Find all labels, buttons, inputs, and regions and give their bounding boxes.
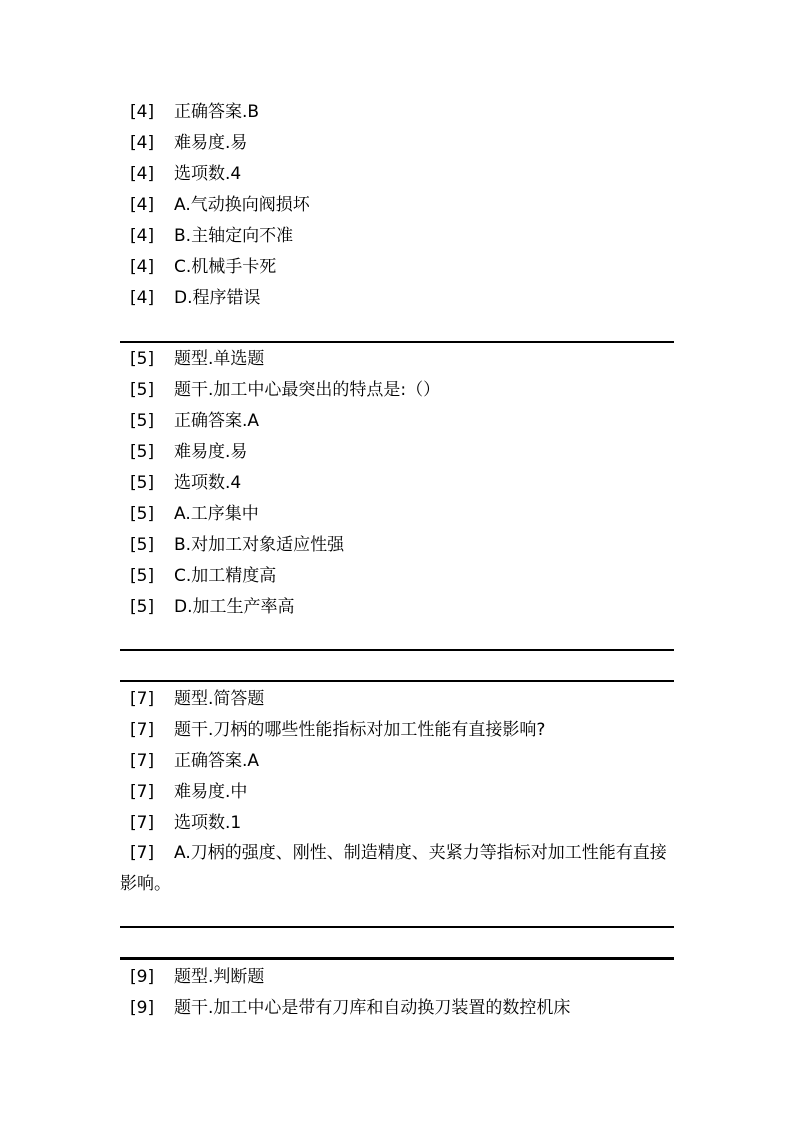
line-text: 难易度.易 bbox=[174, 133, 248, 153]
q9-line-stem bbox=[130, 996, 570, 1020]
q4-line-difficulty bbox=[130, 131, 247, 155]
line-text: 题型.简答题 bbox=[174, 689, 265, 709]
line-text: 难易度.中 bbox=[174, 782, 248, 802]
q7-line-stem bbox=[130, 718, 545, 742]
q5-line-option-count bbox=[130, 471, 241, 495]
q5-option-d bbox=[130, 595, 295, 619]
line-tag: [7] bbox=[130, 813, 155, 833]
line-tag: [5] bbox=[130, 473, 155, 493]
line-text: 选项数.1 bbox=[174, 813, 242, 833]
section-divider bbox=[120, 926, 674, 928]
line-tag: [4] bbox=[130, 195, 155, 215]
section-divider bbox=[120, 957, 674, 960]
q4-line-option-count bbox=[130, 162, 241, 186]
line-text: A.气动换向阀损坏 bbox=[174, 195, 310, 215]
section-divider bbox=[120, 649, 674, 651]
line-tag: [5] bbox=[130, 380, 155, 400]
q5-line-answer bbox=[130, 409, 259, 433]
line-tag: [7] bbox=[130, 720, 155, 740]
q4-option-b bbox=[130, 224, 293, 248]
line-tag: [4] bbox=[130, 257, 155, 277]
line-text: 正确答案.A bbox=[174, 411, 260, 431]
q5-line-type bbox=[130, 347, 264, 371]
line-tag: [7] bbox=[130, 751, 155, 771]
line-tag: [5] bbox=[130, 535, 155, 555]
line-tag: [5] bbox=[130, 566, 155, 586]
q5-option-a bbox=[130, 502, 259, 526]
line-tag: [4] bbox=[130, 102, 155, 122]
section-divider bbox=[120, 680, 674, 682]
q7-line-type bbox=[130, 687, 264, 711]
q7-line-answer bbox=[130, 749, 259, 773]
line-text: 正确答案.B bbox=[174, 102, 260, 122]
line-text: 难易度.易 bbox=[174, 442, 248, 462]
line-text: A.刀柄的强度、刚性、制造精度、夹紧力等指标对加工性能有直接影响。 bbox=[120, 843, 667, 894]
q5-option-b bbox=[130, 533, 344, 557]
q5-option-c bbox=[130, 564, 276, 588]
q4-option-d bbox=[130, 286, 261, 310]
line-text: B.主轴定向不准 bbox=[174, 226, 294, 246]
line-text: 选项数.4 bbox=[174, 164, 242, 184]
line-text: 题干.加工中心最突出的特点是:（） bbox=[174, 380, 441, 400]
line-tag: [9] bbox=[130, 998, 155, 1018]
line-text: 题干.加工中心是带有刀库和自动换刀装置的数控机床 bbox=[174, 998, 571, 1018]
section-divider bbox=[120, 341, 674, 343]
q7-line-difficulty bbox=[130, 780, 247, 804]
q5-line-stem bbox=[130, 378, 440, 402]
line-text: 题型.单选题 bbox=[174, 349, 265, 369]
line-text: 题干.刀柄的哪些性能指标对加工性能有直接影响? bbox=[174, 720, 546, 740]
line-tag: [5] bbox=[130, 442, 155, 462]
line-tag: [4] bbox=[130, 133, 155, 153]
line-text: 正确答案.A bbox=[174, 751, 260, 771]
line-tag: [4] bbox=[130, 164, 155, 184]
q4-line-answer bbox=[130, 100, 259, 124]
line-text: C.加工精度高 bbox=[174, 566, 277, 586]
line-tag: [7] bbox=[130, 843, 155, 863]
q7-line-option-count bbox=[130, 811, 241, 835]
line-tag: [7] bbox=[130, 689, 155, 709]
line-tag: [7] bbox=[130, 782, 155, 802]
line-text: D.程序错误 bbox=[174, 288, 261, 308]
line-tag: [9] bbox=[130, 967, 155, 987]
q9-line-type bbox=[130, 965, 264, 989]
line-text: 题型.判断题 bbox=[174, 967, 265, 987]
line-text: B.对加工对象适应性强 bbox=[174, 535, 345, 555]
line-text: D.加工生产率高 bbox=[174, 597, 295, 617]
line-text: 选项数.4 bbox=[174, 473, 242, 493]
line-text: A.工序集中 bbox=[174, 504, 259, 524]
q4-option-a bbox=[130, 193, 310, 217]
line-tag: [4] bbox=[130, 226, 155, 246]
line-tag: [5] bbox=[130, 597, 155, 617]
q4-option-c bbox=[130, 255, 276, 279]
line-text: C.机械手卡死 bbox=[174, 257, 277, 277]
line-tag: [5] bbox=[130, 504, 155, 524]
q7-option-a bbox=[120, 838, 680, 900]
line-tag: [4] bbox=[130, 288, 155, 308]
line-tag: [5] bbox=[130, 349, 155, 369]
line-tag: [5] bbox=[130, 411, 155, 431]
q5-line-difficulty bbox=[130, 440, 247, 464]
